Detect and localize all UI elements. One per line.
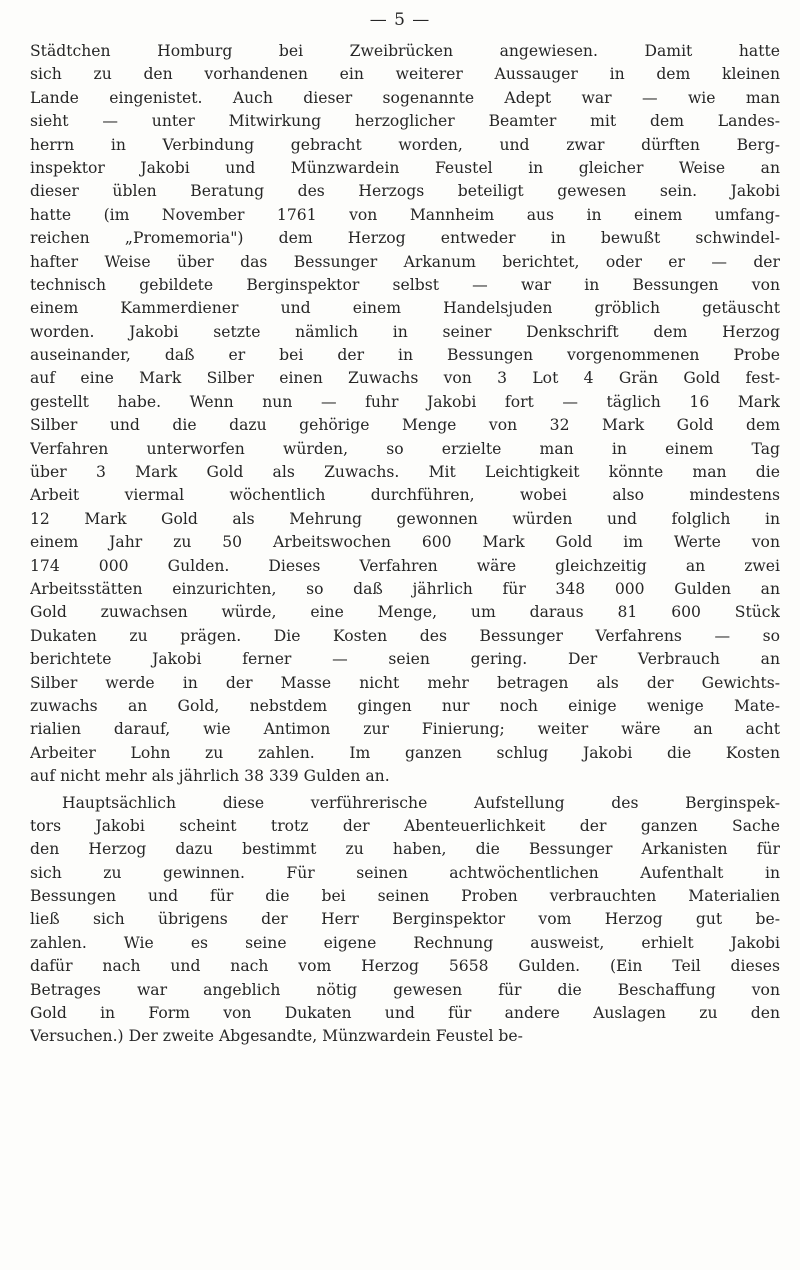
text-line: Dukaten zu prägen. Die Kosten des Bessunger Verfahrens — so — [30, 626, 780, 645]
text-line: zahlen. Wie es seine eigene Rechnung ausweist, erhielt Jakobi — [30, 933, 780, 952]
text-line: Silber werde in der Masse nicht mehr betragen als der Gewichts- — [30, 673, 780, 692]
text-line: Lande eingenistet. Auch dieser sogenannte Adept war — wie man — [30, 88, 780, 107]
text-line: einem Kammerdiener und einem Handelsjuden gröblich getäuscht — [30, 299, 780, 318]
body-text — [30, 40, 780, 1049]
text-line: tors Jakobi scheint trotz der Abenteuerlichkeit der ganzen Sache — [30, 816, 780, 835]
text-line: dafür nach und nach vom Herzog 5658 Gulden. (Ein Teil dieses — [30, 957, 780, 976]
text-line: sich zu gewinnen. Für seinen achtwöchentlichen Aufenthalt in — [30, 863, 780, 882]
text-line: Gold zuwachsen würde, eine Menge, um daraus 81 600 Stück — [30, 603, 780, 622]
text-line: Arbeiter Lohn zu zahlen. Im ganzen schlug Jakobi die Kosten — [30, 743, 780, 762]
text-line: sieht — unter Mitwirkung herzoglicher Beamter mit dem Landes- — [30, 112, 780, 131]
text-line: sich zu den vorhandenen ein weiterer Aussauger in dem kleinen — [30, 65, 780, 84]
paragraph — [30, 40, 780, 789]
text-line: Betrages war angeblich nötig gewesen für die Beschaffung von — [30, 980, 780, 999]
text-line: Versuchen.) Der zweite Abgesandte, Münzwardein Feustel be- — [30, 1027, 523, 1046]
text-line: Arbeitsstätten einzurichten, so daß jährlich für 348 000 Gulden an — [30, 579, 780, 598]
text-line: Silber und die dazu gehörige Menge von 32 Mark Gold dem — [30, 416, 780, 435]
text-line: Hauptsächlich diese verführerische Aufstellung des Berginspek- — [62, 793, 780, 812]
page-number: — 5 — — [369, 10, 431, 30]
text-line: Städtchen Homburg bei Zweibrücken angewiesen. Damit hatte — [30, 42, 780, 60]
text-line: dieser üblen Beratung des Herzogs beteiligt gewesen sein. Jakobi — [30, 182, 780, 201]
paragraph — [30, 789, 780, 1049]
text-line: den Herzog dazu bestimmt zu haben, die Bessunger Arkanisten für — [30, 840, 780, 859]
text-line: inspektor Jakobi und Münzwardein Feustel in gleicher Weise an — [30, 158, 780, 177]
text-line: worden. Jakobi setzte nämlich in seiner Denkschrift dem Herzog — [30, 322, 780, 341]
text-line: 12 Mark Gold als Mehrung gewonnen würden und folglich in — [30, 509, 780, 528]
text-line: rialien darauf, wie Antimon zur Finierung; weiter wäre an acht — [30, 720, 780, 739]
text-line: hatte (im November 1761 von Mannheim aus in einem umfang- — [30, 205, 780, 224]
text-line: Gold in Form von Dukaten und für andere Auslagen zu den — [30, 1004, 780, 1023]
text-line: über 3 Mark Gold als Zuwachs. Mit Leichtigkeit könnte man die — [30, 463, 780, 482]
text-line: auseinander, daß er bei der in Bessungen vorgenommenen Probe — [30, 346, 780, 365]
text-line: technisch gebildete Berginspektor selbst — war in Bessungen von — [30, 275, 780, 294]
text-line: 174 000 Gulden. Dieses Verfahren wäre gleichzeitig an zwei — [30, 556, 780, 575]
text-line: ließ sich übrigens der Herr Berginspektor vom Herzog gut be- — [30, 910, 780, 929]
text-line: einem Jahr zu 50 Arbeitswochen 600 Mark Gold im Werte von — [30, 533, 780, 552]
text-line: auf nicht mehr als jährlich 38 339 Gulden an. — [30, 767, 390, 786]
text-line: Verfahren unterworfen würden, so erzielte man in einem Tag — [30, 439, 780, 458]
text-line: Arbeit viermal wöchentlich durchführen, wobei also mindestens — [30, 486, 780, 505]
text-line: berichtete Jakobi ferner — seien gering. Der Verbrauch an — [30, 650, 780, 669]
text-line: hafter Weise über das Bessunger Arkanum berichtet, oder er — der — [30, 252, 780, 271]
text-line: auf eine Mark Silber einen Zuwachs von 3 Lot 4 Grän Gold fest- — [30, 369, 780, 388]
text-line: Bessungen und für die bei seinen Proben verbrauchten Materialien — [30, 887, 780, 906]
text-line: reichen „Promemoria") dem Herzog entweder in bewußt schwindel- — [30, 229, 780, 248]
text-line: gestellt habe. Wenn nun — fuhr Jakobi fort — täglich 16 Mark — [30, 392, 780, 411]
text-line: herrn in Verbindung gebracht worden, und zwar dürften Berg- — [30, 135, 780, 154]
text-line: zuwachs an Gold, nebstdem gingen nur noch einige wenige Mate- — [30, 696, 780, 715]
